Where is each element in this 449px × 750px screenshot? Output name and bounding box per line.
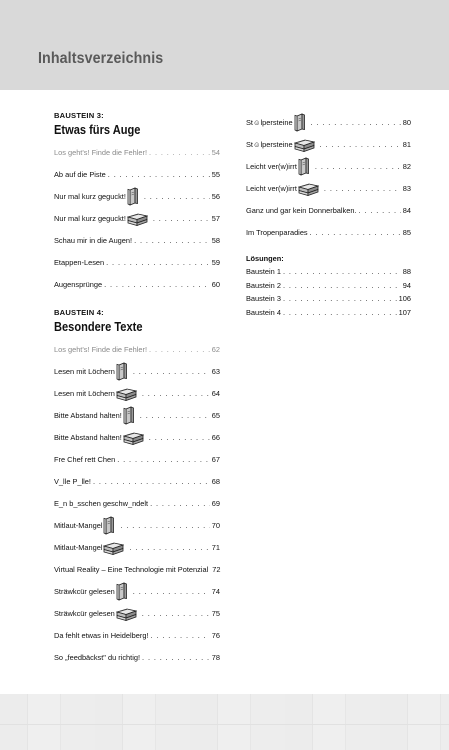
dot-leader [318,140,401,149]
toc-entry[interactable] [54,536,220,558]
toc-entry-label: Mitlaut-Mangel [54,520,103,530]
toc-entry[interactable] [246,199,411,221]
toc-entry-page: 74 [211,586,220,596]
book-upright-icon [127,187,139,206]
toc-entry-page: 75 [211,608,220,618]
toc-entry-page: 64 [211,388,220,398]
toc-entry-label: V_lle P_lle! [54,476,91,486]
toc-entry-page: 72 [212,564,221,574]
toc-entry[interactable] [246,292,411,306]
dot-leader [148,499,210,508]
toc-entry-page: 71 [211,542,220,552]
dot-leader [140,609,210,618]
dot-leader [91,477,210,486]
toc-entry-label: Los geht's! Finde die Fehler! [54,147,148,157]
solutions-heading: Lösungen: [246,254,284,263]
toc-entry-label: Lesen mit Löchern [54,388,115,398]
dot-leader [281,267,401,276]
toc-entry-page: 55 [211,169,220,179]
toc-entry-label: Bitte Abstand halten! [54,432,122,442]
dot-leader [147,148,210,157]
dot-leader [151,214,210,223]
dot-leader [147,433,210,442]
toc-entry-page: 107 [398,307,411,317]
dot-leader [127,543,209,552]
toc-entry-label: Leicht ver(w)irrt [246,183,297,193]
dot-leader [140,389,210,398]
dot-leader [131,367,210,376]
dot-leader [281,308,397,317]
toc-entry-page: 94 [402,280,411,290]
toc-entry-label: Mitlaut-Mangel [54,542,103,552]
toc-entry[interactable] [54,141,220,163]
footer-wood-band [0,694,449,750]
toc-section [54,111,220,295]
toc-entry[interactable] [246,111,411,133]
book-upright-icon [298,157,310,176]
toc-entry[interactable] [54,404,220,426]
book-upright-icon [116,582,128,601]
toc-entry[interactable] [54,646,220,668]
dot-leader [308,228,401,237]
dot-leader [147,345,210,354]
book-stack-icon [116,386,137,401]
toc-entry-page: 66 [211,432,220,442]
toc-entry-page: 82 [402,161,411,171]
dot-leader [149,631,210,640]
toc-entry-page: 85 [402,227,411,237]
toc-entry-label: Fre Chef rett Chen [54,454,116,464]
toc-entry-page: 62 [211,344,220,354]
toc-entry-page: 56 [211,191,220,201]
toc-entry[interactable] [246,221,411,243]
toc-entry-page: 69 [211,498,220,508]
dot-leader [281,281,401,290]
toc-entry-label: Leicht ver(w)irrt [246,161,297,171]
toc-entry[interactable] [54,492,220,514]
section-title: Etwas fürs Auge [54,123,141,137]
toc-entry-page: 68 [211,476,220,486]
toc-entry-page: 70 [211,520,220,530]
toc-entry[interactable] [246,133,411,155]
dot-leader [357,206,401,215]
toc-entry-page: 78 [211,652,220,662]
dot-leader [115,455,210,464]
dot-leader [138,411,210,420]
toc-entry[interactable] [54,207,220,229]
toc-entry-page: 80 [402,117,411,127]
toc-entry-page: 84 [402,205,411,215]
toc-entry[interactable] [54,163,220,185]
toc-entry-label: Baustein 1 [246,267,281,277]
dot-leader [309,118,401,127]
dot-leader [102,280,210,289]
book-stack-icon [103,540,124,555]
toc-entry-label: Ab auf die Piste [54,169,106,179]
toc-entry-label: Im Tropenparadies [246,227,308,237]
toc-entry[interactable] [246,279,411,293]
toc-entry[interactable] [54,580,220,602]
dot-leader [140,653,210,662]
toc-entry-page: 76 [211,630,220,640]
toc-entry-label: Ganz und gar kein Donnerbalken. [246,205,357,215]
book-stack-icon [116,606,137,621]
book-upright-icon [294,113,306,132]
toc-entry-label: So „feedbäckst" du richtig! [54,652,141,662]
toc-entry-label: St☺lpersteine [246,117,293,127]
toc-entry-page: 67 [211,454,220,464]
dot-leader [142,192,210,201]
book-stack-icon [298,181,319,196]
toc-entry[interactable] [54,470,220,492]
dot-leader [131,587,210,596]
toc-entry-page: 106 [398,294,411,304]
header-band [0,0,449,90]
dot-leader [313,162,401,171]
book-upright-icon [116,362,128,381]
toc-entry[interactable] [246,155,411,177]
dot-leader [281,294,397,303]
book-upright-icon [123,406,135,425]
toc-entry-label: Baustein 3 [246,294,281,304]
toc-right-column [246,111,411,319]
toc-entry-label: Da fehlt etwas in Heidelberg! [54,630,149,640]
toc-entry[interactable] [54,558,220,580]
toc-entry[interactable] [246,177,411,199]
book-stack-icon [294,137,315,152]
toc-entry-label: Nur mal kurz geguckt! [54,191,126,201]
toc-entry[interactable] [54,273,220,295]
toc-entry-label: Schau mir in die Augen! [54,235,133,245]
book-stack-icon [123,430,144,445]
toc-entry-page: 65 [211,410,220,420]
toc-entry[interactable] [54,426,220,448]
toc-entry[interactable] [54,382,220,404]
toc-left-column [54,111,220,668]
toc-entry-label: Nur mal kurz geguckt! [54,213,126,223]
toc-entry-label: Sträwkcür gelesen [54,586,115,596]
toc-entry-label: E_n b_sschen geschw_ndelt [54,498,149,508]
dot-leader [106,170,210,179]
toc-entry-page: 83 [402,183,411,193]
dot-leader [322,184,401,193]
toc-entry[interactable] [54,338,220,360]
toc-entry-page: 88 [402,267,411,277]
toc-entry[interactable] [54,185,220,207]
toc-entry-label: Sträwkcür gelesen [54,608,115,618]
toc-entry-page: 58 [211,235,220,245]
toc-entry-label: Lesen mit Löchern [54,366,115,376]
toc-entry-page: 63 [211,366,220,376]
toc-entry-label: Baustein 2 [246,280,281,290]
toc-entry-page: 57 [211,213,220,223]
toc-entry[interactable] [54,229,220,251]
page-title: Inhaltsverzeichnis [38,50,164,67]
toc-entry-label: Augensprünge [54,279,103,289]
toc-entry[interactable] [54,360,220,382]
book-upright-icon [103,516,115,535]
toc-entry-label: Etappen-Lesen [54,257,105,267]
toc-section [54,308,220,668]
dot-leader [104,258,210,267]
toc-entry-label: Baustein 4 [246,307,281,317]
toc-entry[interactable] [54,448,220,470]
dot-leader [118,521,209,530]
toc-entry-page: 60 [211,279,220,289]
book-stack-icon [127,211,148,226]
toc-entry[interactable] [246,265,411,279]
dot-leader [132,236,210,245]
toc-entry[interactable] [54,514,220,536]
toc-entry-page: 59 [211,257,220,267]
toc-entry-label: St☺lpersteine [246,139,293,149]
toc-entry[interactable] [54,251,220,273]
toc-entry-page: 81 [402,139,411,149]
section-title: Besondere Texte [54,320,143,334]
toc-entry-page: 54 [211,147,220,157]
toc-entry[interactable] [246,306,411,320]
toc-entry-label: Virtual Reality – Eine Technologie mit Potenzial [54,564,209,574]
toc-entry-label: Bitte Abstand halten! [54,410,122,420]
toc-entry[interactable] [54,602,220,624]
section-kicker: BAUSTEIN 4: [54,308,104,317]
section-kicker: BAUSTEIN 3: [54,111,104,120]
toc-entry-label: Los geht's! Finde die Fehler! [54,344,148,354]
toc-entry[interactable] [54,624,220,646]
